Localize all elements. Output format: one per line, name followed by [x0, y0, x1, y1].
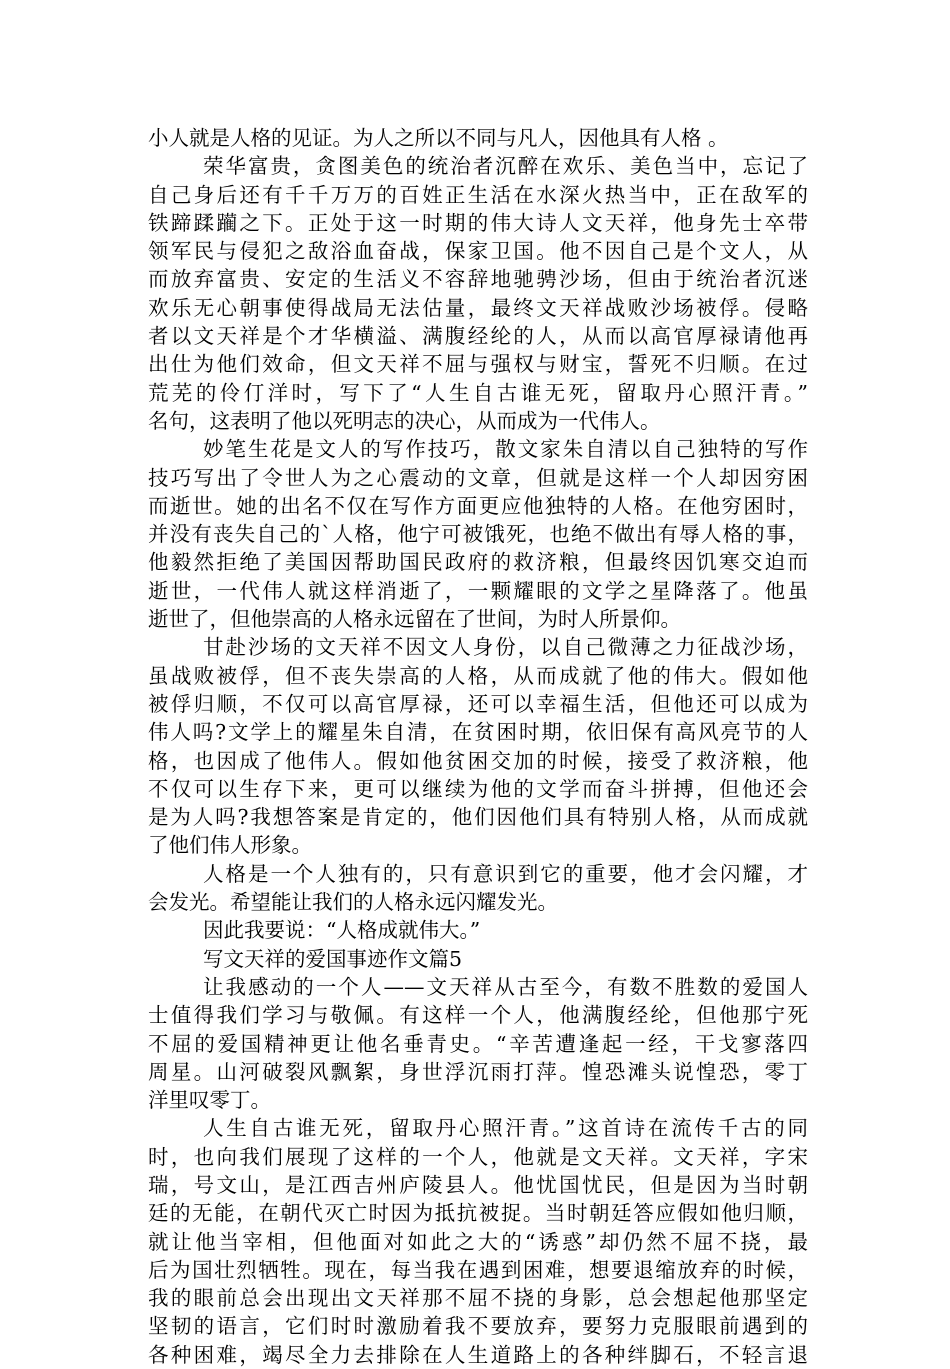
- paragraph-first-line: 让我感动的一个人——文天祥从古至今，有数不胜数的爱国人: [203, 974, 808, 999]
- text-line: 出仕为他们效命，但文天祥不屈与强权与财宝，誓死不归顺。在过: [148, 352, 808, 377]
- text-line: 各种困难，竭尽全力去排除在人生道路上的各种绊脚石，不轻言退: [148, 1342, 808, 1367]
- text-line: 就让他当宰相，但他面对如此之大的“诱惑”却仍然不屈不挠，最: [148, 1229, 808, 1254]
- essay-text-body: [148, 124, 808, 1369]
- text-line: 会发光。希望能让我们的人格永远闪耀发光。: [148, 890, 558, 915]
- text-line: 技巧写出了令世人为之心震动的文章，但就是这样一个人却因穷困: [148, 465, 808, 490]
- text-line: 格，也因成了他伟人。假如他贫困交加的时候，接受了救济粮，他: [148, 748, 808, 773]
- text-line: 不屈的爱国精神更让他名垂青史。“辛苦遭逢起一经，干戈寥落四: [148, 1031, 808, 1056]
- paragraph-first-line: 写文天祥的爱国事迹作文篇5: [203, 946, 463, 971]
- text-line: 而放弃富贵、安定的生活义不容辞地驰骋沙场，但由于统治者沉迷: [148, 267, 808, 292]
- paragraph-first-line: 甘赴沙场的文天祥不因文人身份，以自己微薄之力征战沙场，: [203, 635, 808, 660]
- text-line: 逝世了，但他崇高的人格永远留在了世间，为时人所景仰。: [148, 607, 681, 632]
- text-line: 周星。山河破裂风飘絮，身世浮沉雨打萍。惶恐滩头说惶恐，零丁: [148, 1059, 808, 1084]
- text-line: 小人就是人格的见证。为人之所以不同与凡人，因他具有人格 。: [148, 126, 729, 150]
- text-line: 虽战败被俘，但不丧失崇高的人格，从而成就了他的伟大。假如他: [148, 663, 808, 688]
- text-line: 荒芜的伶仃洋时，写下了“人生自古谁无死，留取丹心照汗青。”: [148, 380, 808, 405]
- text-line: 者以文天祥是个才华横溢、满腹经纶的人，从而以高官厚禄请他再: [148, 324, 808, 349]
- text-line: 不仅可以生存下来，更可以继续为他的文学而奋斗拼搏，但他还会: [148, 776, 808, 801]
- paragraph-first-line: 人格是一个人独有的，只有意识到它的重要，他才会闪耀，才: [203, 861, 808, 886]
- text-line: 领军民与侵犯之敌浴血奋战，保家卫国。他不因自己是个文人，从: [148, 239, 808, 264]
- text-line: 自己身后还有千千万万的百姓正生活在水深火热当中，正在敌军的: [148, 182, 808, 207]
- paragraph-first-line: 荣华富贵，贪图美色的统治者沉醉在欢乐、美色当中，忘记了: [203, 154, 808, 179]
- text-line: 欢乐无心朝事使得战局无法估量，最终文天祥战败沙场被俘。侵略: [148, 295, 808, 320]
- text-line: 我的眼前总会出现出文天祥那不屈不挠的身影，总会想起他那坚定: [148, 1286, 808, 1311]
- text-line: 被俘归顺，不仅可以高官厚禄，还可以幸福生活，但他还可以成为: [148, 691, 808, 716]
- text-line: 廷的无能，在朝代灭亡时因为抵抗被捉。当时朝廷答应假如他归顺，: [148, 1201, 808, 1226]
- paragraph-first-line: 人生自古谁无死，留取丹心照汗青。”这首诗在流传千古的同: [203, 1116, 808, 1141]
- text-line: 是为人吗?我想答案是肯定的，他们因他们具有特别人格，从而成就: [148, 805, 808, 830]
- text-line: 并没有丧失自己的`人格，他宁可被饿死，也绝不做出有辱人格的事，: [148, 522, 808, 547]
- text-line: 名句，这表明了他以死明志的决心，从而成为一代伟人。: [148, 408, 661, 433]
- text-line: 后为国壮烈牺牲。现在，每当我在遇到困难，想要退缩放弃的时候，: [148, 1257, 808, 1282]
- text-line: 洋里叹零丁。: [148, 1088, 271, 1113]
- text-line: 士值得我们学习与敬佩。有这样一个人，他满腹经纶，但他那宁死: [148, 1003, 808, 1028]
- text-line: 他毅然拒绝了美国因帮助国民政府的救济粮，但最终因饥寒交迫而: [148, 550, 808, 575]
- text-line: 了他们伟人形象。: [148, 833, 312, 858]
- text-line: 时，也向我们展现了这样的一个人，他就是文天祥。文天祥，字宋: [148, 1144, 808, 1169]
- text-line: 瑞，号文山，是江西吉州庐陵县人。他忧国忧民，但是因为当时朝: [148, 1172, 808, 1197]
- text-line: 逝世，一代伟人就这样消逝了，一颗耀眼的文学之星降落了。他虽: [148, 578, 808, 603]
- text-line: 而逝世。她的出名不仅在写作方面更应他独特的人格。在他穷困时，: [148, 493, 808, 518]
- text-line: 铁蹄蹂躏之下。正处于这一时期的伟大诗人文天祥，他身先士卒带: [148, 210, 808, 235]
- paragraph-first-line: 妙笔生花是文人的写作技巧，散文家朱自清以自己独特的写作: [203, 437, 808, 462]
- text-line: 坚韧的语言，它们时时激励着我不要放弃，要努力克服眼前遇到的: [148, 1314, 808, 1339]
- paragraph-first-line: 因此我要说：“人格成就伟大。”: [203, 918, 481, 943]
- text-line: 伟人吗?文学上的耀星朱自清，在贫困时期，依旧保有高风亮节的人: [148, 720, 808, 745]
